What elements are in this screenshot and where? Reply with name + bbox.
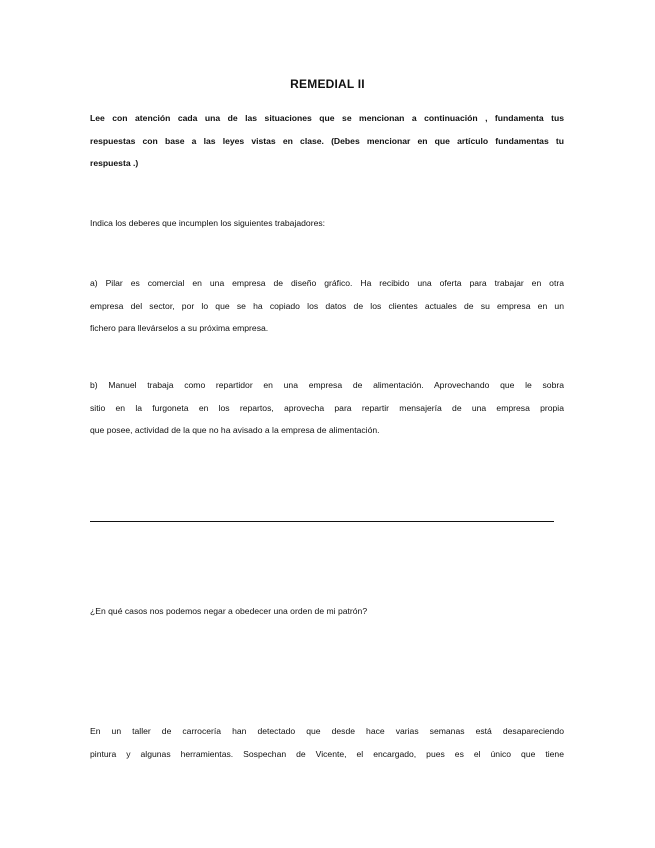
case-a-line: fichero para llevárselos a su próxima empresa. [90, 323, 269, 333]
instructions-line: respuesta .) [90, 158, 139, 168]
case-c-line: pintura y algunas herramientas. Sospechan de Vicente, el encargado, pues es el único que tiene [90, 748, 564, 759]
case-b-line: sitio en la furgoneta en los repartos, aprovecha para repartir mensajería de una empresa propia [90, 402, 564, 413]
case-a-line: a) Pilar es comercial en una empresa de diseño gráfico. Ha recibido una oferta para trabajar en otra [90, 278, 564, 288]
prompt-text: Indica los deberes que incumplen los siguientes trabajadores: [90, 218, 326, 228]
case-b-line: b) Manuel trabaja como repartidor en una empresa de alimentación. Aprovechando que le sobra [90, 380, 564, 390]
instructions-line: respuestas con base a las leyes vistas en clase. (Debes mencionar en que artículo fundamentas tu [90, 135, 564, 146]
case-c-line: En un taller de carrocería han detectado que desde hace varias semanas está desapareciendo [90, 726, 564, 736]
case-b-line: que posee, actividad de la que no ha avisado a la empresa de alimentación. [90, 425, 380, 435]
case-a-line: empresa del sector, por lo que se ha copiado los datos de los clientes actuales de su empresa en un [90, 300, 564, 311]
instructions-paragraph [90, 107, 564, 175]
instructions-line: Lee con atención cada una de las situaciones que se mencionan a continuación , fundamenta tus [90, 113, 564, 123]
case-b-paragraph [90, 374, 564, 442]
question-paragraph [90, 600, 564, 623]
case-a-paragraph [90, 272, 564, 340]
question-text: ¿En qué casos nos podemos negar a obedecer una orden de mi patrón? [90, 606, 368, 616]
page-title: REMEDIAL II [290, 77, 365, 91]
case-c-paragraph [90, 720, 564, 765]
divider-line [90, 521, 554, 522]
prompt-paragraph [90, 212, 564, 235]
